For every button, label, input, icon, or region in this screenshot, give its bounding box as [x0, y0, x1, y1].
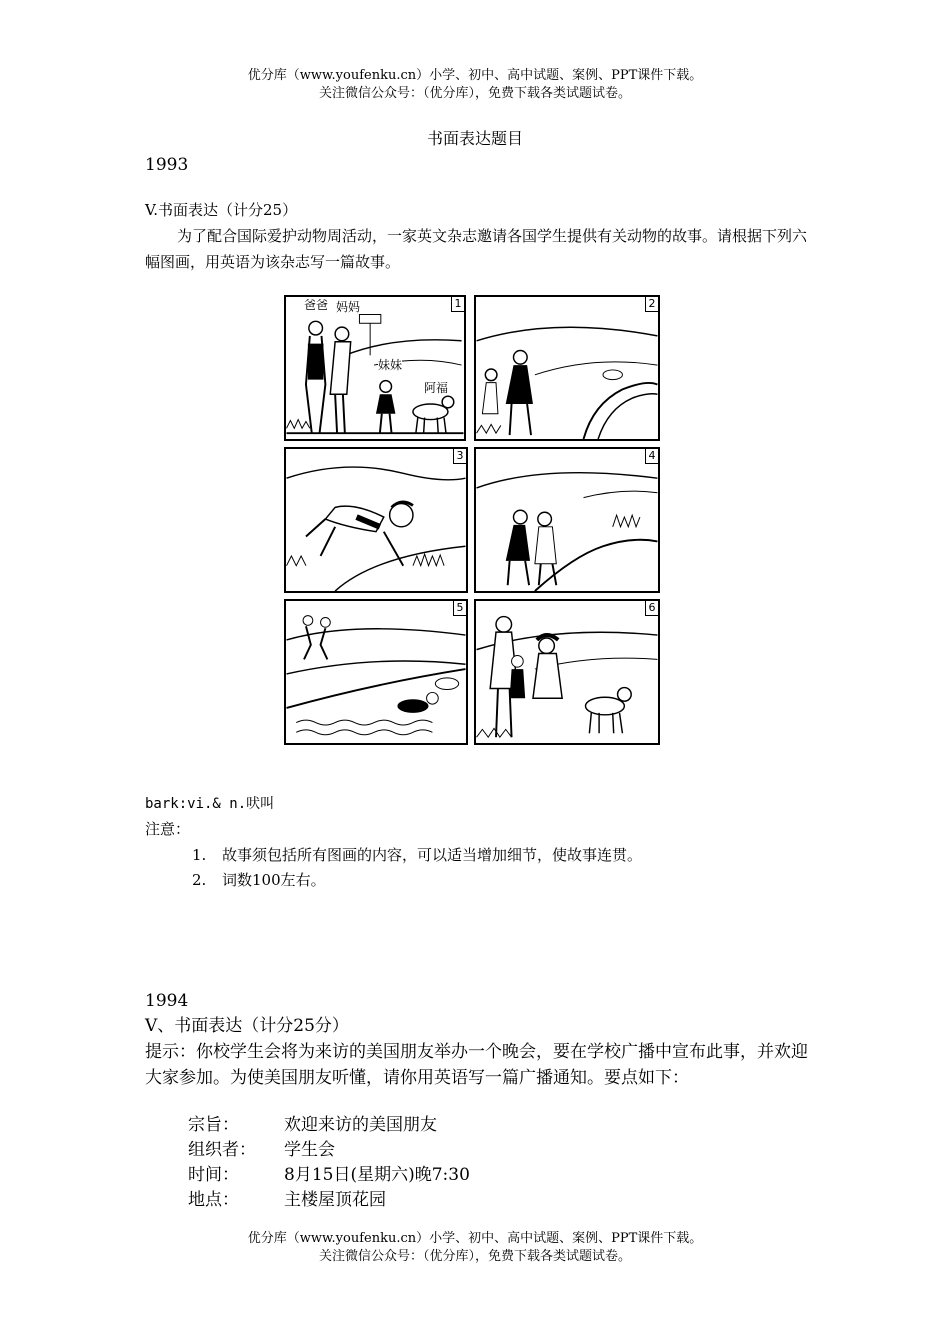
page-title: 书面表达题目 [426, 129, 523, 148]
picture-panel-6 [474, 599, 660, 745]
note-text: 词数100左右。 [222, 871, 326, 889]
panel-number-2: 2 [645, 297, 658, 312]
picture-panel-3 [284, 447, 468, 593]
point-label: 地点： [188, 1190, 239, 1210]
note-label: 注意： [145, 820, 191, 838]
family-walking-illustration [286, 297, 464, 439]
year-1994: 1994 [145, 991, 189, 1011]
label-dad: 爸爸 [304, 298, 329, 312]
picture-panel-5 [284, 599, 468, 745]
note-item-1 [192, 842, 642, 868]
point-label: 组织者： [188, 1140, 256, 1160]
section-heading-1994: Ⅴ、书面表达（计分25分） [145, 1016, 349, 1036]
note-text: 故事须包括所有图画的内容，可以适当增加细节，使故事连贯。 [222, 846, 643, 864]
header-line-1: 优分库（www.youfenku.cn）小学、初中、高中试题、案例、PPT课件下载。 [247, 68, 703, 83]
panel-number-3: 3 [453, 449, 466, 464]
vocab-line [145, 790, 274, 817]
panel-number-6: 6 [645, 601, 658, 616]
note-number: 2. [192, 871, 207, 889]
family-by-river-illustration [476, 297, 658, 439]
prompt-1993: 为了配合国际爱护动物周活动，一家英文杂志邀请各国学生提供有关动物的故事。请根据下列六幅图画，用英语为该杂志写一篇故事。 [145, 227, 808, 271]
year-1993: 1993 [145, 155, 189, 175]
point-label: 宗旨： [188, 1115, 239, 1135]
girl-falling-illustration [286, 449, 466, 591]
prompt-1994: 提示：你校学生会将为来访的美国朋友举办一个晚会，要在学校广播中宣布此事，并欢迎大家参加。为使美国朋友听懂，请你用英语写一篇广播通知。要点如下： [145, 1042, 808, 1088]
section-heading-1993: V.书面表达（计分25） [145, 201, 298, 219]
panel-number-5: 5 [453, 601, 466, 616]
footer-line-1: 优分库（www.youfenku.cn）小学、初中、高中试题、案例、PPT课件下载。 [247, 1231, 703, 1246]
point-value: 欢迎来访的美国朋友 [284, 1115, 437, 1135]
note-number: 1. [192, 846, 207, 864]
label-dog: 阿福 [424, 381, 449, 395]
family-searching-illustration [476, 449, 658, 591]
dog-rescue-ending-illustration [476, 601, 658, 743]
point-row [188, 1137, 335, 1163]
vocab-text: bark:vi.& n.吠叫 [145, 796, 275, 812]
label-mom: 妈妈 [336, 300, 361, 314]
point-row [188, 1162, 470, 1188]
point-row [188, 1187, 386, 1213]
footer-line-2: 关注微信公众号：（优分库），免费下载各类试题试卷。 [318, 1249, 631, 1264]
picture-story-figure [284, 295, 660, 745]
point-row [188, 1112, 437, 1138]
point-value: 主楼屋顶花园 [284, 1190, 386, 1210]
panel-number-4: 4 [645, 449, 658, 464]
picture-panel-2 [474, 295, 660, 441]
point-value: 8月15日(星期六)晚7:30 [284, 1165, 470, 1185]
picture-panel-1 [284, 295, 466, 441]
girl-in-water-illustration [286, 601, 466, 743]
label-sister: 妹妹 [378, 358, 403, 372]
picture-panel-4 [474, 447, 660, 593]
point-label: 时间： [188, 1165, 239, 1185]
point-value: 学生会 [284, 1140, 335, 1160]
panel-number-1: 1 [451, 297, 464, 312]
note-item-2 [192, 867, 326, 893]
header-line-2: 关注微信公众号：（优分库），免费下载各类试题试卷。 [318, 86, 631, 101]
